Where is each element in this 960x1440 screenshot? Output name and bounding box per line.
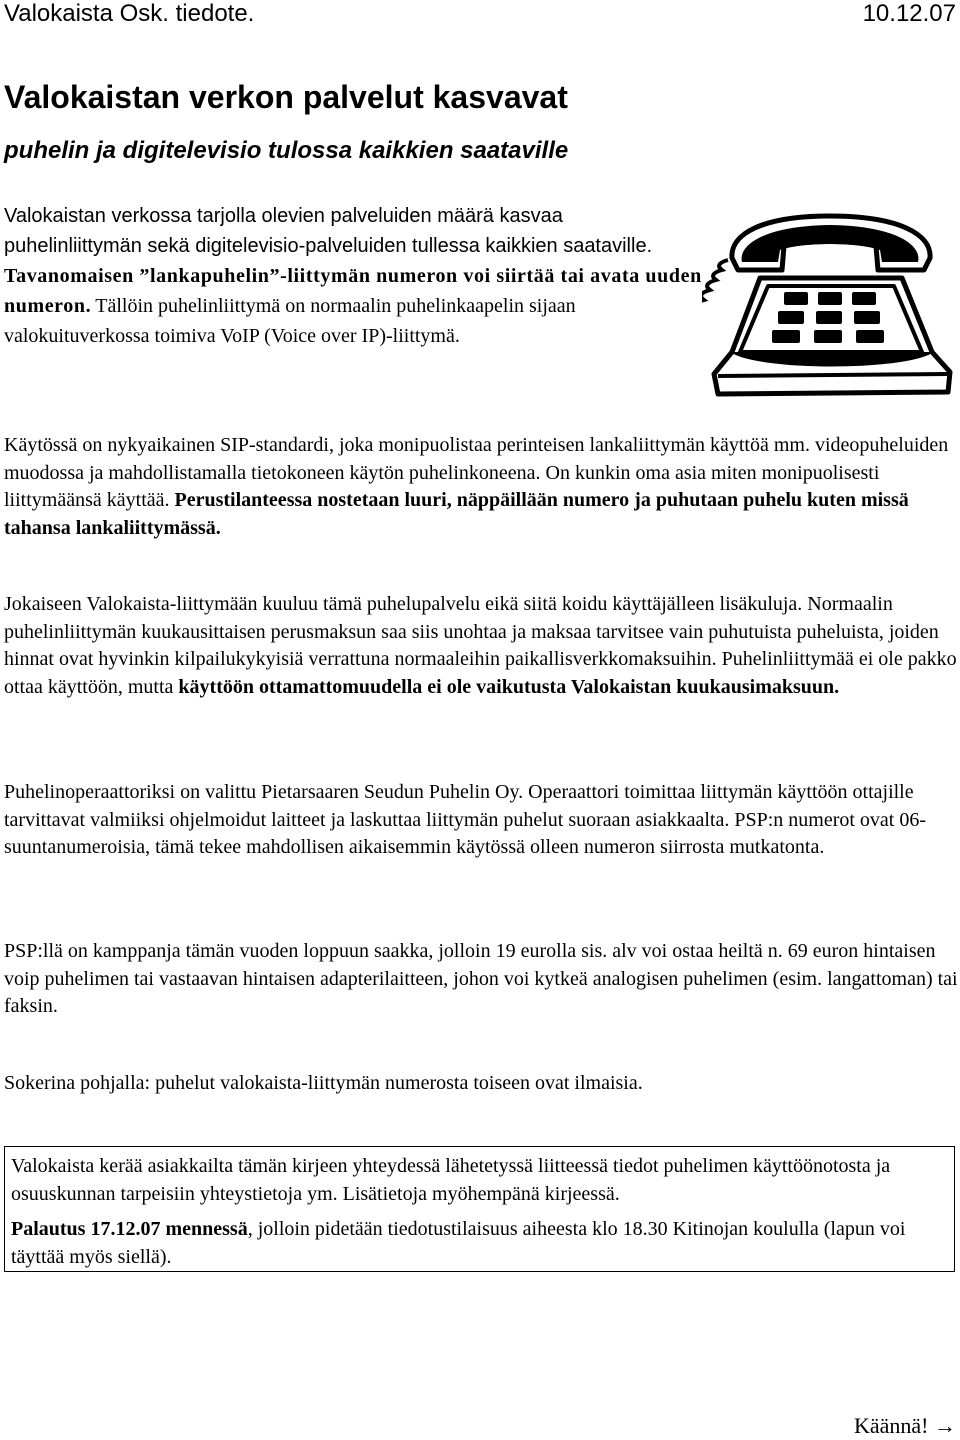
paragraph-sip (4, 432, 960, 542)
info-box (4, 1146, 955, 1272)
intro-text: Valokaistan verkossa tarjolla olevien palveluiden määrä kasvaa puhelinliittymän sekä digitelevisio-palveluiden tullessa kaikkien saataville. (4, 205, 653, 257)
info-box-text: Valokaista kerää asiakkailta tämän kirjeen yhteydessä lähetetyssä liitteessä tiedot puhelimen käyttöönotosta ja osuuskunnan tarpeisiin yhteystietoja ym. Lisätietoja myöhempänä kirjeessä. (11, 1155, 891, 1205)
header-date: 10.12.07 (862, 0, 956, 27)
paragraph-pricing (4, 591, 960, 701)
page-title: Valokaistan verkon palvelut kasvavat (4, 79, 568, 115)
paragraph-pricing-text: Jokaiseen Valokaista-liittymään kuuluu tämä puhelupalvelu eikä siitä koidu käyttäjälleen lisäkuluja. Normaalin puhelinliittymän kuukausittaisen perusmaksun saa siis unohtaa ja maksaa tarvitsee vain puhutuista puheluista, joiden hinnat ovat hyvinkin kilpailukykyisiä verrattuna normaaleihin paikallisverkkomaksuihin. Puhelinliittymää ei ole pakko ottaa käyttöön, mutta (4, 593, 957, 698)
paragraph-sip-text: Käytössä on nykyaikainen SIP-standardi, joka monipuolistaa perinteisen lankaliittymän käyttöä mm. videopuheluiden muodossa ja mahdollistamalla tietokoneen käytön puhelinkoneena. On kunkin oma asia miten monipuolisesti liittymäänsä käyttää. (4, 434, 949, 511)
turn-page-note: Käännä! → (853, 1413, 956, 1438)
intro-text-2: Tällöin puhelinliittymä on normaalin puhelinkaapelin sijaan valokuituverkossa toimiva VoIP (Voice over IP)-liittymä. (4, 295, 576, 347)
paragraph-free-calls: Sokerina pohjalla: puhelut valokaista-liittymän numerosta toiseen ovat ilmaisia. (4, 1072, 643, 1094)
header-title: Valokaista Osk. tiedote. (4, 0, 255, 27)
paragraph-campaign: PSP:llä on kamppanja tämän vuoden loppuun saakka, jolloin 19 eurolla sis. alv voi ostaa heiltä n. 69 euron hintaisen voip puhelimen tai vastaavan hintaisen adapterilaitteen, johon voi kytkeä analogisen puhelimen (esim. langattoman) tai faksin. (4, 940, 958, 1017)
return-details: , jolloin pidetään tiedotustilaisuus aiheesta klo 18.30 Kitinojan koululla (lapun voi täyttää myös siellä). (11, 1218, 906, 1268)
paragraph-pricing-bold: käyttöön ottamattomuudella ei ole vaikutusta Valokaistan kuukausimaksuun. (178, 675, 840, 698)
intro-paragraph (4, 202, 704, 352)
info-box-return (11, 1216, 948, 1271)
intro-bold: Tavanomaisen ”lankapuhelin”-liittymän numeron voi siirtää tai avata uuden numeron. (4, 265, 702, 317)
paragraph-sip-bold: Perustilanteessa nostetaan luuri, näppäillään numero ja puhutaan puhelu kuten missä tahansa lankaliittymässä. (4, 489, 909, 539)
paragraph-operator: Puhelinoperaattoriksi on valittu Pietarsaaren Seudun Puhelin Oy. Operaattori toimittaa liittymän käyttöön ottajille tarvittavat valmiiksi ohjelmoidut laitteet ja laskuttaa liittymän puhelut suoraan asiakkaalta. PSP:n numerot ovat 06-suuntanumeroisia, tämä tekee mahdollisen aikaisemmin käytössä olleen numeron siirrosta mutkatonta. (4, 781, 927, 858)
page-subtitle: puhelin ja digitelevisio tulossa kaikkien saataville (4, 137, 569, 164)
return-deadline: Palautus 17.12.07 mennessä (11, 1218, 248, 1240)
telephone-icon (702, 212, 958, 398)
